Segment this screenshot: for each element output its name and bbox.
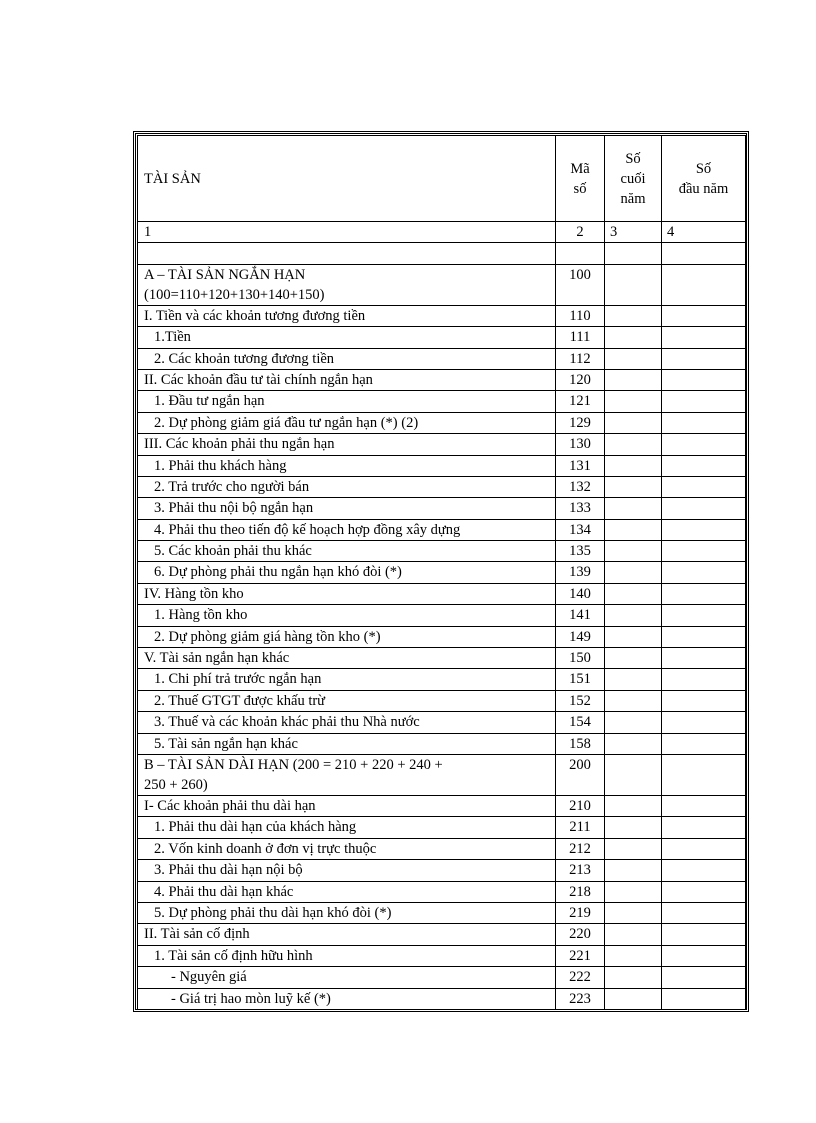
row-label: A – TÀI SẢN NGẮN HẠN (100=110+120+130+140+150) xyxy=(138,264,556,305)
table-row xyxy=(138,369,746,390)
row-label: 5. Các khoản phải thu khác xyxy=(138,541,556,562)
row-start-year-value xyxy=(662,712,746,733)
row-start-year-value xyxy=(662,669,746,690)
spacer-cell xyxy=(605,243,662,264)
row-end-year-value xyxy=(605,712,662,733)
table-row xyxy=(138,498,746,519)
table-row xyxy=(138,924,746,945)
row-code: 222 xyxy=(556,967,605,988)
row-end-year-value xyxy=(605,988,662,1009)
row-code: 149 xyxy=(556,626,605,647)
row-start-year-value xyxy=(662,924,746,945)
row-start-year-value xyxy=(662,626,746,647)
header-row xyxy=(138,136,746,222)
table-row xyxy=(138,391,746,412)
row-code: 134 xyxy=(556,519,605,540)
row-label: 2. Trả trước cho người bán xyxy=(138,476,556,497)
table-row xyxy=(138,669,746,690)
table-row xyxy=(138,305,746,326)
table-row xyxy=(138,988,746,1009)
row-label: 1. Đầu tư ngắn hạn xyxy=(138,391,556,412)
row-label: 5. Dự phòng phải thu dài hạn khó đòi (*) xyxy=(138,902,556,923)
header-code: Mã số xyxy=(556,136,605,222)
row-label: 3. Phải thu dài hạn nội bộ xyxy=(138,860,556,881)
row-code: 152 xyxy=(556,690,605,711)
column-number-row xyxy=(138,222,746,243)
row-start-year-value xyxy=(662,264,746,305)
balance-sheet-table xyxy=(137,135,746,1010)
row-start-year-value xyxy=(662,648,746,669)
table-row xyxy=(138,434,746,455)
table-row xyxy=(138,264,746,305)
table-row xyxy=(138,348,746,369)
row-label: 2. Vốn kinh doanh ở đơn vị trực thuộc xyxy=(138,838,556,859)
row-start-year-value xyxy=(662,945,746,966)
row-start-year-value xyxy=(662,902,746,923)
row-start-year-value xyxy=(662,562,746,583)
row-label: 2. Dự phòng giảm giá hàng tồn kho (*) xyxy=(138,626,556,647)
row-label: I- Các khoản phải thu dài hạn xyxy=(138,795,556,816)
spacer-cell xyxy=(662,243,746,264)
spacer-cell xyxy=(556,243,605,264)
row-start-year-value xyxy=(662,498,746,519)
table-row xyxy=(138,712,746,733)
table-row xyxy=(138,648,746,669)
row-start-year-value xyxy=(662,541,746,562)
table-row xyxy=(138,945,746,966)
row-end-year-value xyxy=(605,327,662,348)
row-code: 200 xyxy=(556,754,605,795)
table-row xyxy=(138,690,746,711)
row-end-year-value xyxy=(605,391,662,412)
row-code: 131 xyxy=(556,455,605,476)
row-code: 221 xyxy=(556,945,605,966)
row-end-year-value xyxy=(605,264,662,305)
row-label: 1. Chi phí trả trước ngắn hạn xyxy=(138,669,556,690)
table-row xyxy=(138,541,746,562)
table-row xyxy=(138,733,746,754)
table-row xyxy=(138,817,746,838)
header-end-year: Số cuối năm xyxy=(605,136,662,222)
row-end-year-value xyxy=(605,498,662,519)
table-row xyxy=(138,327,746,348)
row-start-year-value xyxy=(662,476,746,497)
row-code: 135 xyxy=(556,541,605,562)
table-row xyxy=(138,838,746,859)
row-code: 111 xyxy=(556,327,605,348)
row-end-year-value xyxy=(605,945,662,966)
row-start-year-value xyxy=(662,605,746,626)
row-end-year-value xyxy=(605,924,662,945)
row-code: 141 xyxy=(556,605,605,626)
row-start-year-value xyxy=(662,583,746,604)
row-code: 110 xyxy=(556,305,605,326)
row-code: 212 xyxy=(556,838,605,859)
row-end-year-value xyxy=(605,795,662,816)
row-code: 120 xyxy=(556,369,605,390)
row-start-year-value xyxy=(662,348,746,369)
row-start-year-value xyxy=(662,369,746,390)
col-number-2: 2 xyxy=(556,222,605,243)
row-label: B – TÀI SẢN DÀI HẠN (200 = 210 + 220 + 240 + 250 + 260) xyxy=(138,754,556,795)
row-label: 1. Tài sản cố định hữu hình xyxy=(138,945,556,966)
row-label: 1. Phải thu dài hạn của khách hàng xyxy=(138,817,556,838)
table-row xyxy=(138,902,746,923)
table-row xyxy=(138,754,746,795)
row-code: 213 xyxy=(556,860,605,881)
row-label: IV. Hàng tồn kho xyxy=(138,583,556,604)
row-end-year-value xyxy=(605,605,662,626)
row-start-year-value xyxy=(662,305,746,326)
row-end-year-value xyxy=(605,754,662,795)
row-start-year-value xyxy=(662,860,746,881)
row-code: 112 xyxy=(556,348,605,369)
row-label: 1. Hàng tồn kho xyxy=(138,605,556,626)
row-end-year-value xyxy=(605,412,662,433)
row-code: 100 xyxy=(556,264,605,305)
row-end-year-value xyxy=(605,967,662,988)
row-end-year-value xyxy=(605,690,662,711)
row-start-year-value xyxy=(662,519,746,540)
row-code: 140 xyxy=(556,583,605,604)
row-label: III. Các khoản phải thu ngắn hạn xyxy=(138,434,556,455)
table-row xyxy=(138,412,746,433)
row-end-year-value xyxy=(605,305,662,326)
row-end-year-value xyxy=(605,648,662,669)
row-start-year-value xyxy=(662,838,746,859)
row-end-year-value xyxy=(605,669,662,690)
table-row xyxy=(138,967,746,988)
row-label: II. Tài sản cố định xyxy=(138,924,556,945)
row-label: 2. Thuế GTGT được khấu trừ xyxy=(138,690,556,711)
row-end-year-value xyxy=(605,348,662,369)
row-label: - Giá trị hao mòn luỹ kế (*) xyxy=(138,988,556,1009)
row-code: 139 xyxy=(556,562,605,583)
row-end-year-value xyxy=(605,583,662,604)
row-end-year-value xyxy=(605,369,662,390)
row-label: 4. Phải thu dài hạn khác xyxy=(138,881,556,902)
row-code: 219 xyxy=(556,902,605,923)
row-end-year-value xyxy=(605,881,662,902)
row-start-year-value xyxy=(662,434,746,455)
row-code: 211 xyxy=(556,817,605,838)
table-row xyxy=(138,860,746,881)
row-code: 158 xyxy=(556,733,605,754)
table-row xyxy=(138,605,746,626)
table-row xyxy=(138,795,746,816)
row-end-year-value xyxy=(605,434,662,455)
row-start-year-value xyxy=(662,733,746,754)
row-code: 223 xyxy=(556,988,605,1009)
row-code: 151 xyxy=(556,669,605,690)
row-label: - Nguyên giá xyxy=(138,967,556,988)
row-label: 3. Thuế và các khoản khác phải thu Nhà nước xyxy=(138,712,556,733)
row-start-year-value xyxy=(662,795,746,816)
row-label: 4. Phải thu theo tiến độ kế hoạch hợp đồng xây dựng xyxy=(138,519,556,540)
row-start-year-value xyxy=(662,988,746,1009)
col-number-3: 3 xyxy=(605,222,662,243)
row-label: 3. Phải thu nội bộ ngắn hạn xyxy=(138,498,556,519)
row-label: II. Các khoản đầu tư tài chính ngắn hạn xyxy=(138,369,556,390)
row-end-year-value xyxy=(605,860,662,881)
row-code: 129 xyxy=(556,412,605,433)
row-end-year-value xyxy=(605,626,662,647)
row-end-year-value xyxy=(605,519,662,540)
spacer-cell xyxy=(138,243,556,264)
table-row xyxy=(138,519,746,540)
row-label: I. Tiền và các khoản tương đương tiền xyxy=(138,305,556,326)
row-start-year-value xyxy=(662,327,746,348)
row-code: 218 xyxy=(556,881,605,902)
row-start-year-value xyxy=(662,690,746,711)
row-end-year-value xyxy=(605,733,662,754)
row-end-year-value xyxy=(605,541,662,562)
row-code: 133 xyxy=(556,498,605,519)
row-end-year-value xyxy=(605,838,662,859)
row-label: 1. Phải thu khách hàng xyxy=(138,455,556,476)
table-row xyxy=(138,562,746,583)
row-start-year-value xyxy=(662,817,746,838)
row-end-year-value xyxy=(605,455,662,476)
row-start-year-value xyxy=(662,391,746,412)
table-row xyxy=(138,583,746,604)
row-label: V. Tài sản ngắn hạn khác xyxy=(138,648,556,669)
table-row xyxy=(138,476,746,497)
row-code: 210 xyxy=(556,795,605,816)
table-row xyxy=(138,881,746,902)
row-start-year-value xyxy=(662,881,746,902)
row-code: 220 xyxy=(556,924,605,945)
row-code: 132 xyxy=(556,476,605,497)
row-label: 1.Tiền xyxy=(138,327,556,348)
header-asset: TÀI SẢN xyxy=(138,136,556,222)
row-end-year-value xyxy=(605,476,662,497)
col-number-4: 4 xyxy=(662,222,746,243)
row-label: 2. Dự phòng giảm giá đầu tư ngắn hạn (*) (2) xyxy=(138,412,556,433)
header-start-year: Số đầu năm xyxy=(662,136,746,222)
row-end-year-value xyxy=(605,562,662,583)
row-start-year-value xyxy=(662,967,746,988)
row-code: 150 xyxy=(556,648,605,669)
row-start-year-value xyxy=(662,754,746,795)
col-number-1: 1 xyxy=(138,222,556,243)
row-code: 130 xyxy=(556,434,605,455)
row-code: 154 xyxy=(556,712,605,733)
row-end-year-value xyxy=(605,817,662,838)
table-row xyxy=(138,626,746,647)
row-label: 6. Dự phòng phải thu ngắn hạn khó đòi (*) xyxy=(138,562,556,583)
row-end-year-value xyxy=(605,902,662,923)
row-start-year-value xyxy=(662,455,746,476)
row-start-year-value xyxy=(662,412,746,433)
row-label: 2. Các khoản tương đương tiền xyxy=(138,348,556,369)
row-label: 5. Tài sản ngắn hạn khác xyxy=(138,733,556,754)
spacer-row xyxy=(138,243,746,264)
table-row xyxy=(138,455,746,476)
row-code: 121 xyxy=(556,391,605,412)
